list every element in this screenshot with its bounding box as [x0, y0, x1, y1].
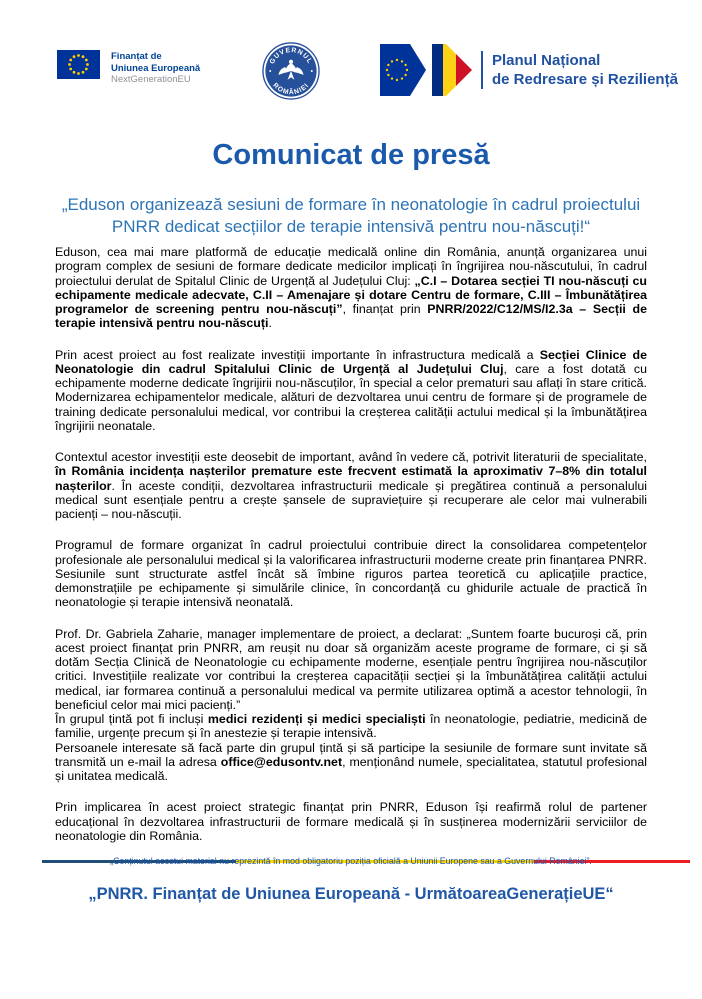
eu-flag-icon [57, 50, 100, 79]
pnrr-logo-line1: Planul Național [492, 52, 601, 69]
paragraph-text-segment: Prof. Dr. Gabriela Zaharie, manager implementare de proiect, a declarat: „Suntem foarte bucuroși că, prin acest proiect finanțat prin PNRR, am reușit nu doar să organizăm aceste programe de formare, ci și să dotăm Secția Clinică de Neonatologie cu echipamente moderne, esențiale pentru îngrijirea nou-născuților critici. Investițiile realizate vor contribui la creșterea capacității secției și la îmbunătățirea calității actului medical, iar formarea continuă a personalului medical va permite utilizarea optimă a acestor tehnologii, în beneficiul celor mai mici pacienți.” [55, 626, 647, 712]
paragraph-text-segment: în neonatologie, pediatrie, medicină de familie, urgențe precum și în anestezie și terapie intensivă. [55, 712, 647, 741]
pnrr-logo [380, 44, 678, 96]
paragraph [55, 245, 647, 331]
paragraph [55, 741, 647, 784]
paragraph-text-segment: Eduson, cea mai mare platformă de educație medicală online din România, anunță organizarea unui program complex de sesiuni de formare dedicate medicilor implicați în îngrijirea nou-născutului, în cadrul proiectului derulat de Spitalul Clinic de Urgență al Județului Cluj: [55, 245, 647, 288]
eu-funding-logo [57, 50, 200, 86]
svg-text:ROMÂNIEI: ROMÂNIEI [271, 81, 311, 97]
paragraph-text-segment: , care a fost dotată cu echipamente moderne dedicate îngrijirii nou-născuților, în special a celor prematuri sau aflați în stare critică. Modernizarea echipamentelor medicale, alături de dezvoltarea unui centru de formare și de programele de training dedicate personalului medical, vor contribui la creșterea calității actului medical și la îmbunătățirea îngrijirii neonatale. [55, 361, 647, 433]
page-title: Comunicat de presă [212, 139, 490, 171]
paragraph-text-segment: . În aceste condiții, dezvoltarea infrastructurii medicale și pregătirea continuă a personalului medical sunt esențiale pentru a crește șansele de supraviețuire și recuperare ale celor mai vulnerabili pacienți – nou-născuții. [55, 478, 647, 521]
eu-funding-line1: Finanțat de [111, 51, 162, 62]
footnote-section [42, 853, 660, 869]
paragraph-bold-segment: PNRR/2022/C12/MS/I2.3a – Secții de terapie intensivă pentru nou-născuți [55, 302, 647, 331]
header-logos [0, 0, 702, 115]
eu-funding-line2: Uniunea Europeană [111, 62, 201, 74]
paragraph-bold-segment: Secției Clinice de Neonatologie din cadrul Spitalului Clinic de Urgență al Județului Cluj [55, 347, 647, 376]
next-generation-eu-label: NextGenerationEU [111, 74, 191, 85]
paragraph-text-segment: , finanțat prin [342, 302, 428, 316]
paragraph [55, 348, 647, 434]
paragraph [55, 450, 647, 521]
paragraph-text-segment: , menționând numele, specialitatea, statutul profesional și unitatea medicală. [55, 754, 647, 783]
footnote-disclaimer: „Conținutul acestui material nu reprezintă în mod obligatoriu poziția oficială a Uniunii Europene sau a Guvernului României”. [110, 856, 592, 866]
paragraph-bold-segment: „C.I – Dotarea secției TI nou-născuți cu echipamente medicale adecvate, C.II – Amenajare și dotare Centru de formare, C.III – Îmbunătățirea programelor de screening pentru nou-născuți” [55, 273, 647, 316]
paragraph [55, 712, 647, 741]
paragraph-text-segment: Prin acest proiect au fost realizate investiții importante în infrastructura medicală a [55, 347, 540, 362]
eu-funding-text [111, 50, 200, 86]
pnrr-logo-line2: de Redresare și Reziliență [492, 71, 678, 88]
paragraph [55, 538, 647, 609]
pnrr-flags-icon [380, 44, 474, 96]
paragraph-text-segment: . [268, 316, 272, 331]
paragraph-bold-segment: office@edusontv.net [220, 754, 343, 769]
paragraph-text-segment: Contextul acestor investiții este deosebit de important, având în vedere că, potrivit literaturii de specialitate, [55, 450, 647, 464]
paragraph-text-segment: Prin implicarea în acest proiect strategic finanțat prin PNRR, Eduson își reafirmă rolul de partener educațional în dezvoltarea infrastructurii de formare medicală și în susținerea modernizării serviciilor de neonatologie din România. [55, 800, 647, 843]
paragraph [55, 800, 647, 843]
pnrr-logo-text [481, 51, 678, 89]
paragraph-text-segment: Programul de formare organizat în cadrul proiectului contribuie direct la consolidarea competențelor profesionale ale personalului medical și la valorificarea infrastructurii moderne create prin finanțarea PNRR. Sesiunile sunt structurate astfel încât să îmbine riguros partea teoretică cu aplicațiile practice, demonstrațiile pe echipamente și simulările clinice, în concordanță cu ghidurile actuale de practică în neonatologie și terapie intensivă neonatală. [55, 538, 647, 610]
romanian-government-seal [262, 42, 320, 105]
paragraph-bold-segment: medici rezidenți și medici specialiști [207, 712, 426, 726]
romania-flag-pennant-icon [432, 44, 472, 96]
svg-text:GUVERNUL: GUVERNUL [268, 46, 314, 66]
paragraph-text-segment: În grupul țintă pot fi incluși [55, 712, 208, 726]
body-paragraphs [0, 245, 702, 843]
paragraph-bold-segment: în România incidența nașterilor premature este frecvent estimată la aproximativ 7–8% din totalul nașterilor [55, 464, 647, 493]
government-seal-icon [262, 42, 320, 100]
paragraph-text-segment: Persoanele interesate să facă parte din grupul țintă și să participe la sesiunile de formare sunt invitate să transmită un e-mail la adresa [55, 740, 647, 769]
footer-slogan: „PNRR. Finanțat de Uniunea Europeană - UrmătoareaGenerațieUE“ [88, 885, 614, 903]
paragraph [55, 627, 647, 713]
press-release-subtitle: „Eduson organizează sesiuni de formare în neonatologie în cadrul proiectului PNRR dedicat secțiilor de terapie intensivă pentru nou-născuți!“ [61, 195, 641, 236]
